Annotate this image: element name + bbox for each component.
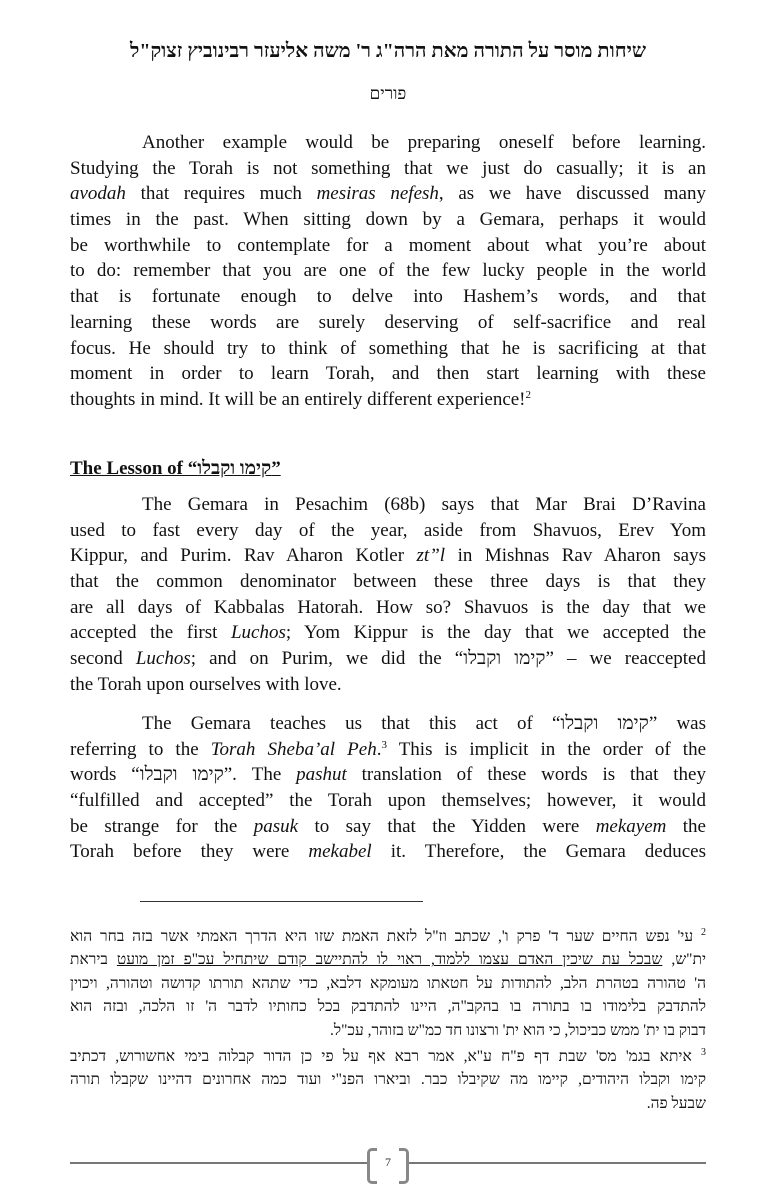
text-line (70, 130, 706, 156)
text-run: דבוק בו ית' ממש כביכול, כי הוא ית' ורצונו חד כמ"ש בזוהר, עכ"ל. (329, 1021, 706, 1039)
italic-term: Luchos (135, 648, 191, 670)
text-run: ” was (648, 713, 707, 734)
text-run: it. Therefore, the Gemara deduces (371, 841, 707, 863)
text-line (70, 284, 706, 310)
text-run: ביראת (70, 951, 117, 969)
text-run: focus. He should try to think of something that he is sacrificing at that (70, 337, 706, 359)
text-line (70, 672, 706, 698)
text-run: ית"ש, (662, 951, 707, 969)
text-line (70, 1068, 706, 1091)
text-run: . (376, 738, 382, 760)
italic-term: mesiras nefesh (316, 183, 439, 205)
text-run: learning these words are surely deserving of self-sacrifice and real (70, 311, 706, 333)
text-run: thoughts in mind. It will be an entirely different experience! (70, 388, 526, 410)
text-line (70, 711, 706, 737)
text-line (70, 972, 706, 995)
heading-hebrew: קימו וקבלו (197, 458, 272, 479)
text-run: the (666, 815, 706, 837)
text-line (70, 925, 706, 948)
footnote-marker: 3 (381, 738, 387, 751)
text-run: are all days of Kabbalas Hatorah. How so? Shavuos is the day that we (70, 596, 706, 618)
text-run: to say that the Yidden were (298, 815, 596, 837)
footnote-separator (140, 901, 423, 902)
text-run: קימו וקבלו היהודים, קיימו מה שקיבלו כבר. וביארו הפנ"י ועוד כמה אחרונים דהיינו שקבלו תורה (70, 1071, 706, 1089)
text-run: ” – we reaccepted (545, 648, 706, 670)
footnote (70, 1045, 706, 1115)
text-line (70, 361, 706, 387)
text-run: Studying the Torah is not something that we just do casually; it is an (70, 157, 706, 179)
text-run: that requires much (125, 183, 317, 205)
text-run: accepted the first (70, 622, 231, 644)
text-run: Kippur, and Purim. Rav Aharon Kotler (70, 545, 417, 567)
text-run: Torah before they were (70, 841, 309, 863)
text-run: in Mishnas Rav Aharon says (445, 545, 706, 567)
text-run: ; Yom Kippur is the day that we accepted the (285, 622, 707, 644)
hebrew-quote: קימו וקבלו (463, 648, 546, 670)
text-run: that the common denominator between these three days is that they (70, 571, 706, 593)
text-line (70, 156, 706, 182)
text-line (70, 839, 706, 865)
underlined-text: שבכל עת שיכין האדם עצמו ללמוד, ראוי לו להתיישב קודם שיתחיל עכ"פ זמן מועט (116, 951, 663, 969)
text-line (70, 1019, 706, 1042)
text-line (70, 1045, 706, 1068)
heading-suffix: ” (271, 458, 281, 479)
text-run: be strange for the (70, 815, 254, 837)
footnote-marker: 3 (701, 1047, 706, 1058)
text-line (70, 995, 706, 1018)
text-run: להתדבק בלימודו בו בתורה בו בהקב"ה, היינו להתדבק בכל כחותיו לדבר ה' זו הלכה, ובזה הוא (70, 998, 706, 1016)
body-paragraph (70, 130, 706, 413)
text-run: This is implicit in the order of the (386, 738, 706, 760)
text-line (70, 518, 706, 544)
text-run: referring to the (70, 738, 211, 760)
running-header-section: פורים (369, 84, 407, 103)
text-line (70, 788, 706, 814)
text-run: words “ (70, 764, 140, 786)
body-paragraph (70, 492, 706, 698)
hebrew-quote: קימו וקבלו (139, 764, 224, 786)
text-line (70, 737, 706, 763)
text-run: Another example would be preparing oneself before learning. (142, 132, 706, 153)
text-line (70, 492, 706, 518)
running-header-title: שיחות מוסר על התורה מאת הרה"ג ר' משה אליעזר רבינוביץ זצוק"ל (129, 40, 646, 62)
italic-term: zt”l (416, 545, 446, 567)
text-run: second (70, 648, 136, 670)
text-run: used to fast every day of the year, aside from Shavuos, Erev Yom (70, 519, 706, 541)
text-line (70, 233, 706, 259)
text-run: שבעל פה. (646, 1094, 706, 1112)
hebrew-quote: קימו וקבלו (560, 713, 649, 734)
italic-term: Torah Sheba’al Peh (210, 738, 377, 760)
italic-term: avodah (70, 183, 126, 205)
italic-term: mekabel (308, 841, 372, 863)
italic-term: Luchos (230, 622, 286, 644)
italic-term: mekayem (595, 815, 667, 837)
text-run: ה' טהורה בטהרת הלב, להתודות על חטאתו מעומקא דלבא, כדי שתהא תורתו קדושה וטהורה, ויכוין (70, 974, 706, 992)
text-line (70, 258, 706, 284)
text-line (70, 814, 706, 840)
italic-term: pasuk (253, 815, 299, 837)
text-run: The Gemara teaches us that this act of “ (142, 713, 561, 734)
text-line (70, 336, 706, 362)
page-number: 7 (385, 1155, 391, 1169)
text-line (70, 1092, 706, 1115)
text-run: ; and on Purim, we did the “ (190, 648, 464, 670)
text-line (70, 762, 706, 788)
text-line (70, 387, 706, 413)
text-line (70, 569, 706, 595)
page-number-frame (367, 1148, 409, 1180)
text-line (70, 595, 706, 621)
italic-term: pashut (296, 764, 347, 786)
text-run: that is fortunate enough to delve into Hashem’s words, and that (70, 286, 706, 308)
text-run: , as we have discussed many (438, 183, 706, 205)
footnote-marker: 2 (525, 388, 532, 401)
text-run: איתא בגמ' מס' שבת דף פ"ח ע"א, אמר רבא אף על פי כן הדור קבלוה בימי אחשורוש, דכתיב (70, 1048, 701, 1065)
text-run: the Torah upon ourselves with love. (70, 673, 342, 695)
text-line (70, 181, 706, 207)
text-line (70, 207, 706, 233)
section-heading (70, 458, 281, 480)
text-run: עי' נפש החיים שער ד' פרק ו', שכתב וז"ל לזאת האמת שזו היא הדרך האמתי אשר בזה בחר הוא (70, 928, 701, 945)
text-run: be worthwhile to contemplate for a moment about what you’re about (70, 234, 706, 256)
text-run: The Gemara in Pesachim (68b) says that Mar Brai D’Ravina (142, 494, 706, 515)
heading-prefix: The Lesson of “ (70, 458, 198, 479)
text-run: “fulfilled and accepted” the Torah upon themselves; however, it would (70, 790, 706, 812)
footnote (70, 925, 706, 1042)
text-run: ”. The (223, 764, 297, 786)
text-line (70, 948, 706, 971)
text-run: translation of these words is that they (346, 764, 706, 786)
footer-rule-right (408, 1162, 706, 1164)
text-line (70, 310, 706, 336)
text-line (70, 543, 706, 569)
text-line (70, 620, 706, 646)
footer-rule-left (70, 1162, 368, 1164)
text-run: to do: remember that you are one of the few lucky people in the world (70, 260, 706, 282)
text-run: times in the past. When sitting down by a Gemara, perhaps it would (70, 209, 706, 231)
text-run: moment in order to learn Torah, and then start learning with these (70, 363, 706, 385)
footnote-marker: 2 (701, 927, 706, 938)
text-line (70, 646, 706, 672)
body-paragraph (70, 711, 706, 865)
